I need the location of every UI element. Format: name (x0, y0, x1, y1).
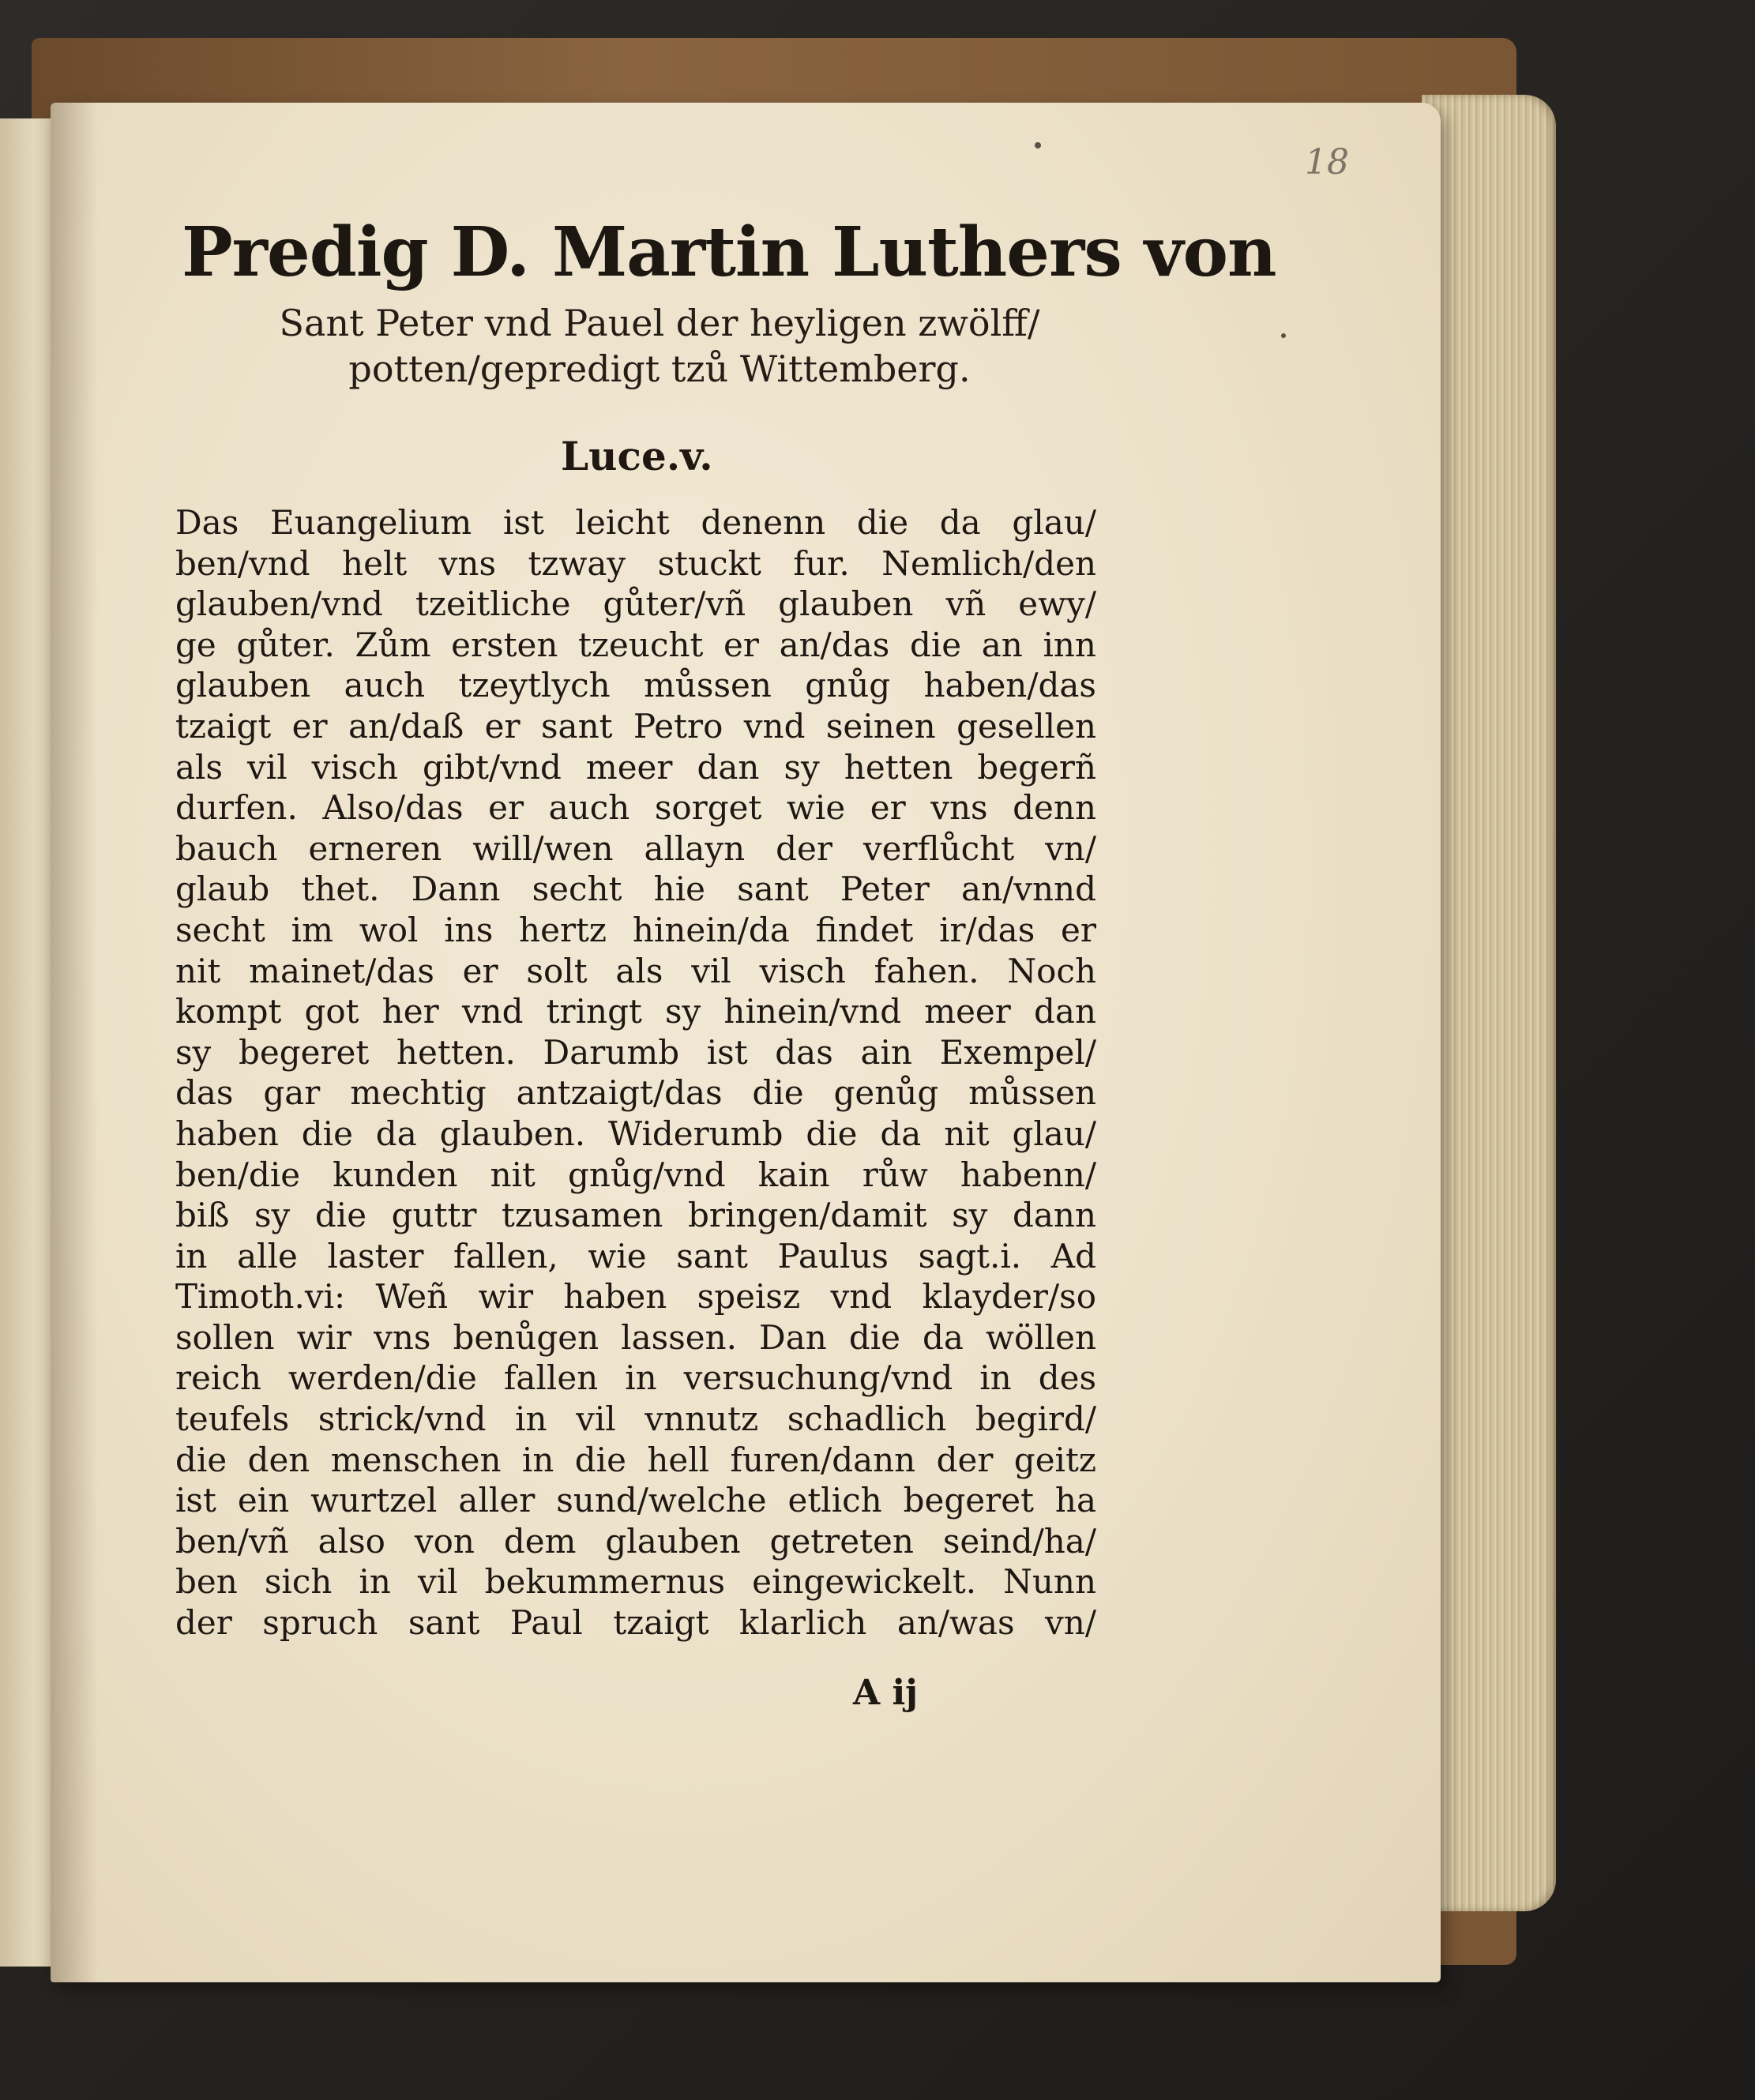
body-text (175, 502, 1096, 1644)
scripture-reference: Luce.v. (561, 433, 713, 479)
text-line: ben/vnd helt vns tzway stuckt fur. Nemlich/den (175, 543, 1096, 583)
text-line: sy begeret hetten. Darumb ist das ain Exempel/ (175, 1032, 1096, 1072)
text-line: ben/vñ also von dem glauben getreten seind/ha/ (175, 1521, 1096, 1561)
text-line: in alle laster fallen, wie sant Paulus sagt.i. Ad (175, 1236, 1096, 1275)
text-line: als vil visch gibt/vnd meer dan sy hetten begerñ (175, 747, 1096, 787)
text-line: reich werden/die fallen in versuchung/vnd in des (175, 1358, 1096, 1398)
signature-mark: A ij (853, 1673, 919, 1713)
subtitle-line: Sant Peter vnd Pauel der heyligen zwölff/ (279, 302, 1040, 344)
text-line: durfen. Also/das er auch sorget wie er vns denn (175, 788, 1096, 828)
text-line: kompt got her vnd tringt sy hinein/vnd meer dan (175, 992, 1096, 1031)
text-line: haben die da glauben. Widerumb die da nit glau/ (175, 1114, 1096, 1153)
ink-speck (1035, 142, 1041, 148)
text-line: ist ein wurtzel aller sund/welche etlich begeret ha (175, 1481, 1096, 1520)
text-line: ben/die kunden nit gnůg/vnd kain růw habenn/ (175, 1155, 1096, 1194)
ink-speck (1281, 333, 1286, 338)
text-line: Das Euangelium ist leicht denenn die da glau/ (175, 503, 1096, 542)
left-page-edge (0, 118, 57, 1967)
text-line: tzaigt er an/daß er sant Petro vnd seinen gesellen (175, 706, 1096, 746)
page-title: Predig D. Martin Luthers von (182, 212, 1276, 292)
text-line: glaub thet. Dann secht hie sant Peter an/vnnd (175, 870, 1096, 909)
text-line: die den menschen in die hell furen/dann der geitz (175, 1440, 1096, 1479)
text-line: nit mainet/das er solt als vil visch fahen. Noch (175, 951, 1096, 990)
text-line: das gar mechtig antzaigt/das die genůg můssen (175, 1073, 1096, 1113)
text-line: biß sy die guttr tzusamen bringen/damit sy dann (175, 1196, 1096, 1235)
text-line: teufels strick/vnd in vil vnnutz schadlich begird/ (175, 1399, 1096, 1439)
text-line: der spruch sant Paul tzaigt klarlich an/was vn/ (175, 1603, 1096, 1643)
page-subtitle (225, 300, 1094, 392)
text-line: bauch erneren will/wen allayn der verflůcht vn/ (175, 828, 1096, 868)
text-line: ben sich in vil bekummernus eingewickelt. Nunn (175, 1562, 1096, 1602)
subtitle-line: potten/gepredigt tzů Wittemberg. (348, 347, 971, 390)
gutter-shadow (51, 103, 98, 1982)
text-line: glauben/vnd tzeitliche gůter/vñ glauben vñ ewy/ (175, 584, 1096, 624)
text-line: ge gůter. Zům ersten tzeucht er an/das die an inn (175, 625, 1096, 664)
text-line: glauben auch tzeytlych můssen gnůg haben/das (175, 666, 1096, 705)
text-line: sollen wir vns benůgen lassen. Dan die da wöllen (175, 1317, 1096, 1357)
text-line: Timoth.vi: Weñ wir haben speisz vnd klayder/so (175, 1277, 1096, 1317)
text-line: secht im wol ins hertz hinein/da findet ir/das er (175, 910, 1096, 949)
page-block-edges (1422, 95, 1556, 1911)
folio-number: 18 (1305, 142, 1349, 182)
